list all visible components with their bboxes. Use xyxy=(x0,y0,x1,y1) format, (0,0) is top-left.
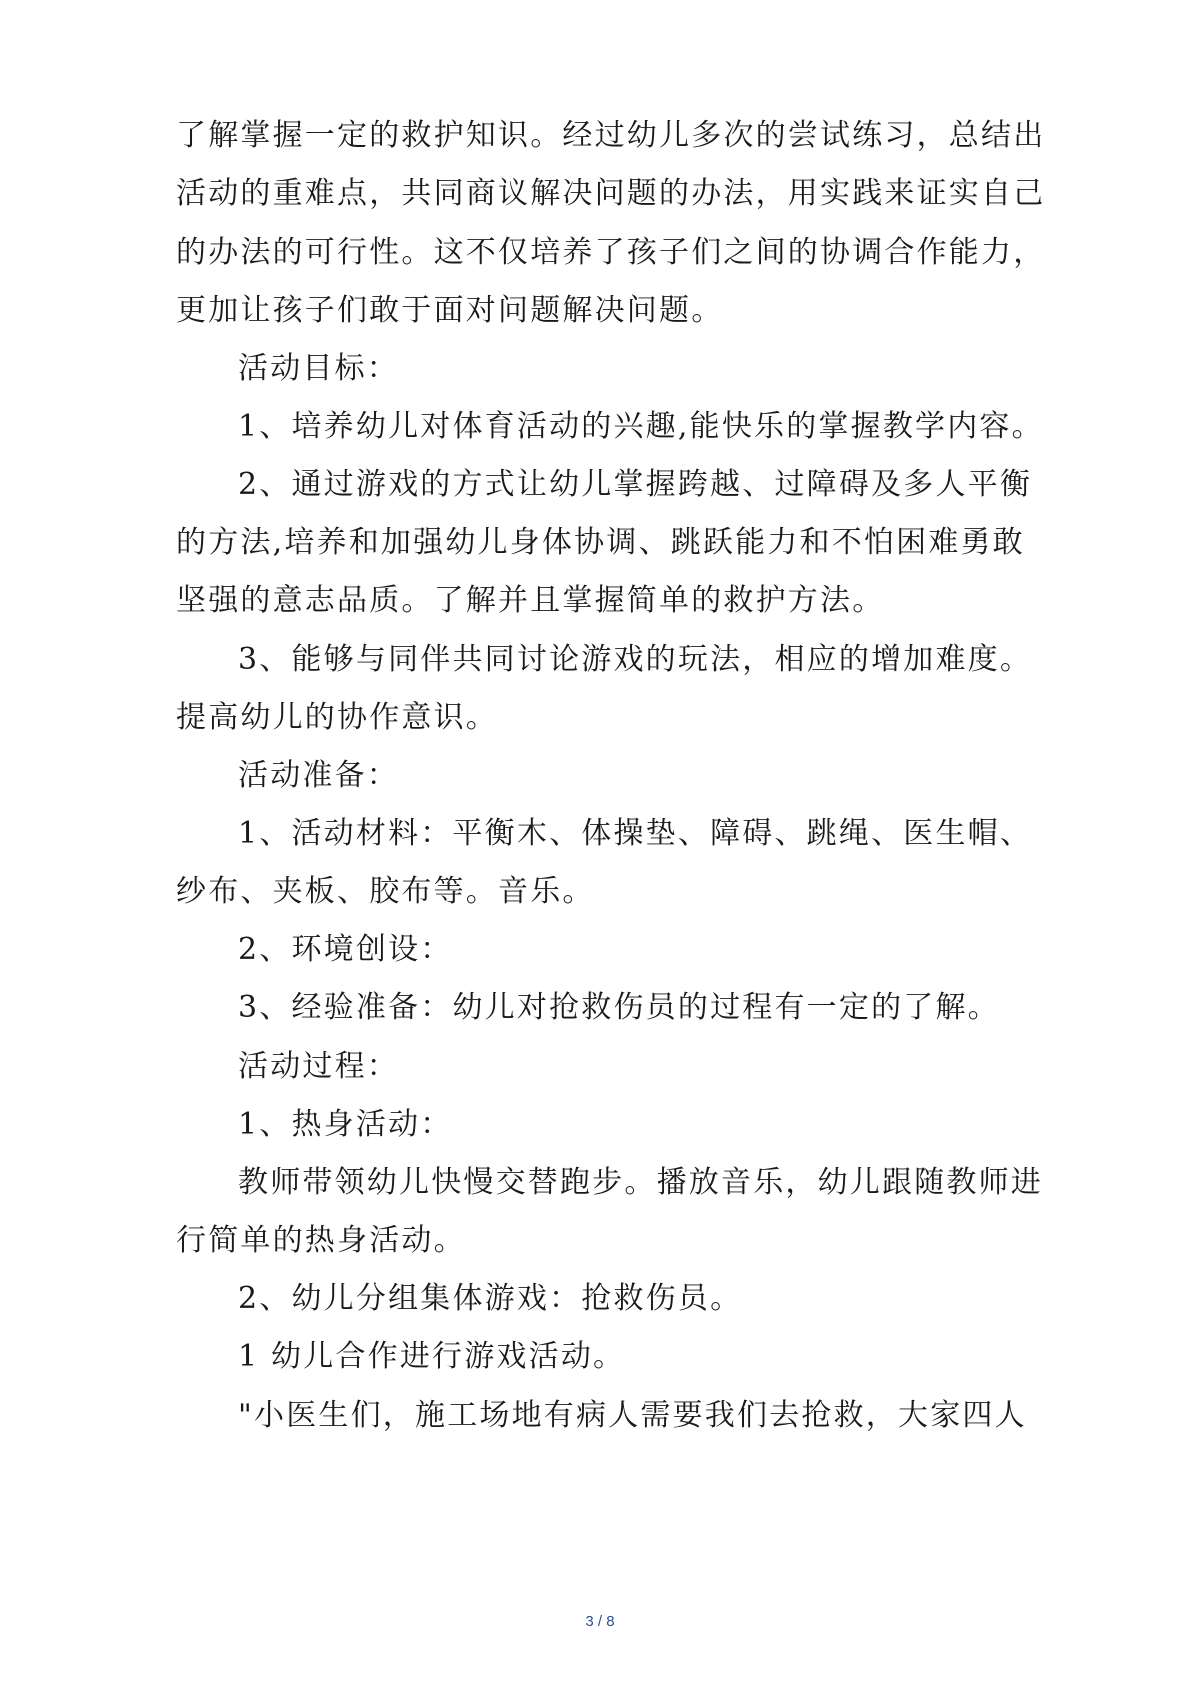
body-text-line: 1、活动材料：平衡木、体操垫、障碍、跳绳、医生帽、 xyxy=(238,816,1033,851)
body-text-line: 2、幼儿分组集体游戏：抢救伤员。 xyxy=(238,1281,743,1316)
body-text-line: 的办法的可行性。这不仅培养了孩子们之间的协调合作能力， xyxy=(176,235,1046,270)
body-text-line: 1、培养幼儿对体育活动的兴趣,能快乐的掌握教学内容。 xyxy=(238,409,1044,444)
body-text-line: 了解掌握一定的救护知识。经过幼儿多次的尝试练习，总结出 xyxy=(176,118,1046,153)
body-text-line: 2、通过游戏的方式让幼儿掌握跨越、过障碍及多人平衡 xyxy=(238,467,1033,502)
body-text-line: 2、环境创设： xyxy=(238,932,453,967)
body-text-line: 3、能够与同伴共同讨论游戏的玩法，相应的增加难度。 xyxy=(238,642,1033,677)
section-heading-preparation: 活动准备： xyxy=(238,758,399,793)
body-text-line: 1、热身活动： xyxy=(238,1107,453,1142)
body-text-line: 活动的重难点，共同商议解决问题的办法，用实践来证实自己 xyxy=(176,176,1046,211)
body-text-line: 1 幼儿合作进行游戏活动。 xyxy=(238,1339,626,1374)
body-text-line: 教师带领幼儿快慢交替跑步。播放音乐，幼儿跟随教师进 xyxy=(238,1165,1043,1200)
section-heading-process: 活动过程： xyxy=(238,1049,399,1084)
page-number: 3 / 8 xyxy=(585,1613,615,1630)
body-text-line: "小医生们，施工场地有病人需要我们去抢救，大家四人 xyxy=(238,1398,1027,1433)
body-text-line: 3、经验准备：幼儿对抢救伤员的过程有一定的了解。 xyxy=(238,990,1000,1025)
body-text-line: 坚强的意志品质。了解并且掌握简单的救护方法。 xyxy=(176,583,885,618)
body-text-line: 的方法,培养和加强幼儿身体协调、跳跃能力和不怕困难勇敢 xyxy=(176,525,1025,560)
section-heading-goals: 活动目标： xyxy=(238,351,399,386)
body-text-line: 提高幼儿的协作意识。 xyxy=(176,700,498,735)
body-text-line: 行简单的热身活动。 xyxy=(176,1223,466,1258)
body-text-line: 纱布、夹板、胶布等。音乐。 xyxy=(176,874,595,909)
body-text-line: 更加让孩子们敢于面对问题解决问题。 xyxy=(176,293,724,328)
